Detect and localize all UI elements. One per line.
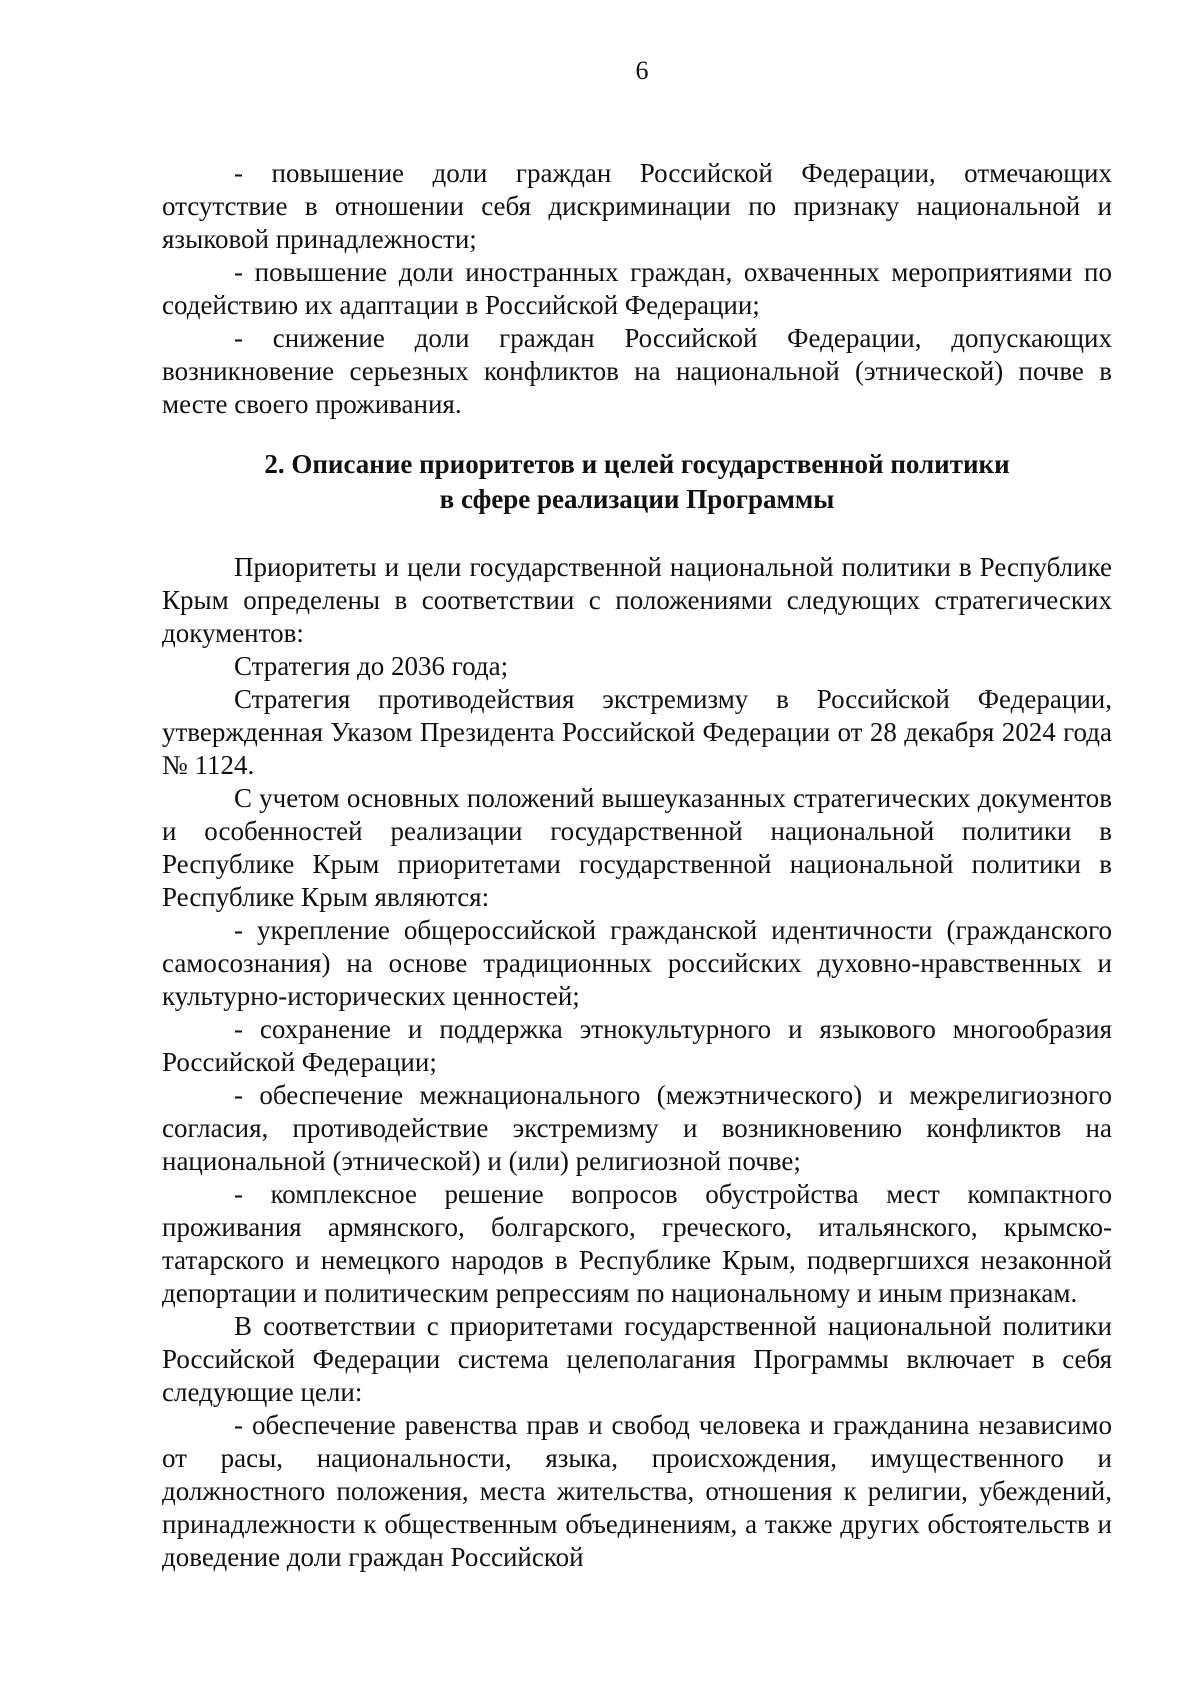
paragraph: - обеспечение межнационального (межэтнического) и межрелигиозного согласия, противодействие экстремизму и возникновению конфликтов на национальной (этнической) и (или) религиозной почве; [162, 1080, 1112, 1176]
paragraph: - обеспечение равенства прав и свобод человека и гражданина независимо от расы, национальности, языка, происхождения, имущественного и должностного положения, места жительства, отношения к религии, убеждений, принадлежности к общественным объединениям, а также других обстоятельств и доведение доли граждан Российской [162, 1410, 1112, 1572]
paragraph: - сохранение и поддержка этнокультурного и языкового многообразия Российской Федерации; [162, 1014, 1112, 1077]
paragraph: - повышение доли граждан Российской Федерации, отмечающих отсутствие в отношении себя дискриминации по признаку национальной и языковой принадлежности; [162, 158, 1112, 254]
paragraph: В соответствии с приоритетами государственной национальной политики Российской Федерации система целеполагания Программы включает в себя следующие цели: [162, 1311, 1112, 1407]
section-heading-line-2: в сфере реализации Программы [439, 484, 835, 514]
section-heading-line-1: 2. Описание приоритетов и целей государственной политики [264, 449, 1010, 479]
paragraph: С учетом основных положений вышеуказанных стратегических документов и особенностей реализации государственной национальной политики в Республике Крым приоритетами государственной национальной политики в Республике Крым являются: [162, 783, 1112, 912]
paragraph: - укрепление общероссийской гражданской идентичности (гражданского самосознания) на основе традиционных российских духовно-нравственных и культурно-исторических ценностей; [162, 915, 1112, 1011]
paragraph: - снижение доли граждан Российской Федерации, допускающих возникновение серьезных конфликтов на национальной (этнической) почве в месте своего проживания. [162, 323, 1112, 419]
document-body [162, 157, 1112, 1574]
paragraph: - комплексное решение вопросов обустройства мест компактного проживания армянского, болгарского, греческого, итальянского, крымско-татарского и немецкого народов в Республике Крым, подвергшихся незаконной депортации и политическим репрессиям по национальному и иным признакам. [162, 1179, 1112, 1308]
paragraph: Стратегия до 2036 года; [234, 651, 509, 681]
page-number: 6 [635, 56, 649, 85]
paragraph: Приоритеты и цели государственной национальной политики в Республике Крым определены в соответствии с положениями следующих стратегических документов: [162, 552, 1112, 648]
section-heading [162, 447, 1112, 517]
paragraph: - повышение доли иностранных граждан, охваченных мероприятиями по содействию их адаптации в Российской Федерации; [162, 257, 1112, 320]
paragraph: Стратегия противодействия экстремизму в Российской Федерации, утвержденная Указом Президента Российской Федерации от 28 декабря 2024 года № 1124. [162, 684, 1112, 780]
